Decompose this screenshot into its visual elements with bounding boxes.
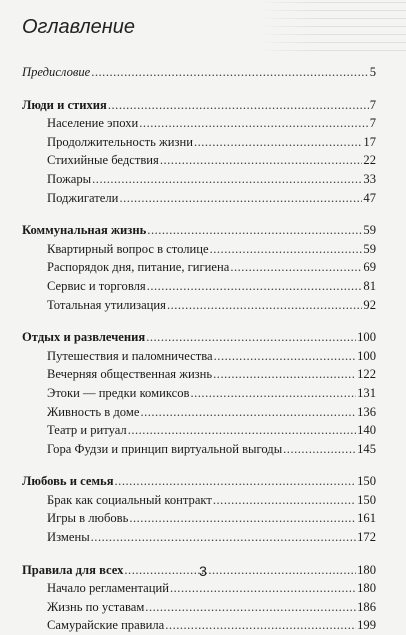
dot-leader <box>190 384 356 403</box>
toc-entry-label: Игры в любовь <box>47 511 129 526</box>
toc-page-number: 5 <box>369 65 376 79</box>
toc-page-number: 7 <box>369 116 376 131</box>
toc-entry-label: Начало регламентаций <box>47 581 169 596</box>
toc-page-number: 7 <box>369 97 376 112</box>
dot-leader <box>128 421 356 440</box>
toc-entry <box>22 491 376 510</box>
section-spacer <box>22 314 376 328</box>
dot-leader <box>146 328 356 347</box>
toc-page-number: 17 <box>363 134 376 149</box>
dot-leader <box>230 258 362 277</box>
dot-leader <box>210 240 363 259</box>
dot-leader <box>145 598 356 617</box>
toc-entry-label: Сервис и торговля <box>47 278 146 293</box>
toc-page-number: 92 <box>363 297 376 312</box>
toc-entry <box>22 296 376 315</box>
toc-entry-label: Пожары <box>47 171 92 186</box>
dot-leader <box>165 616 356 635</box>
toc-entry <box>22 277 376 296</box>
toc-entry <box>22 365 376 384</box>
toc-entry-label: Стихийные бедствия <box>47 153 159 168</box>
dot-leader <box>214 347 356 366</box>
toc-page-number: 69 <box>363 260 376 275</box>
page-title: Оглавление <box>22 16 136 38</box>
toc-entry-label: Коммунальная жизнь <box>22 223 147 238</box>
dot-leader <box>213 365 356 384</box>
toc-page-number: 186 <box>357 599 376 614</box>
bleed-through-text <box>256 0 406 58</box>
toc-page-number: 150 <box>357 474 376 489</box>
toc-entry <box>22 240 376 259</box>
toc-entry <box>22 403 376 422</box>
toc-entry-label: Продолжительность жизни <box>47 134 193 149</box>
toc-section-heading <box>22 472 376 491</box>
toc-entry-label: Театр и ритуал <box>47 423 127 438</box>
toc-page-number: 22 <box>363 153 376 168</box>
toc-entry-preface <box>22 63 376 82</box>
dot-leader <box>91 528 356 547</box>
toc-entry <box>22 133 376 152</box>
toc-entry-label: Люди и стихия <box>22 97 107 112</box>
toc-entry <box>22 151 376 170</box>
dot-leader <box>167 296 362 315</box>
toc-entry-label: Отдых и развлечения <box>22 330 146 345</box>
toc-page-number: 81 <box>363 278 376 293</box>
toc-entry <box>22 579 376 598</box>
toc-entry-label: Путешествия и паломничества <box>47 348 213 363</box>
toc-page-number: 136 <box>357 404 376 419</box>
toc-entry <box>22 440 376 459</box>
toc-entry-label: Предисловие <box>22 65 91 79</box>
toc-page-number: 100 <box>357 330 376 345</box>
toc-entry <box>22 347 376 366</box>
toc-page-number: 131 <box>357 385 376 400</box>
dot-leader <box>91 63 368 82</box>
toc-entry-label: Гора Фудзи и принцип виртуальной выгоды <box>47 441 283 456</box>
toc-entry-label: Самурайские правила <box>47 618 165 633</box>
toc-page-number: 180 <box>357 562 376 577</box>
toc-entry <box>22 598 376 617</box>
toc-entry <box>22 421 376 440</box>
toc-page-number: 199 <box>357 618 376 633</box>
toc-entry <box>22 258 376 277</box>
toc-page-number: 180 <box>357 581 376 596</box>
toc-entry-label: Любовь и семья <box>22 474 114 489</box>
dot-leader <box>92 170 362 189</box>
dot-leader <box>283 440 356 459</box>
section-spacer <box>22 82 376 96</box>
toc-entry-label: Брак как социальный контракт <box>47 492 212 507</box>
toc-page-number: 172 <box>357 530 376 545</box>
section-spacer <box>22 207 376 221</box>
toc-page-number: 145 <box>357 441 376 456</box>
page-number: 3 <box>199 563 207 579</box>
toc-entry <box>22 616 376 635</box>
dot-leader <box>108 96 369 115</box>
toc-entry <box>22 528 376 547</box>
section-spacer <box>22 547 376 561</box>
toc-entry-label: Население эпохи <box>47 116 139 131</box>
toc-page-number: 47 <box>363 190 376 205</box>
toc-entry-label: Поджигатели <box>47 190 119 205</box>
toc-entry-label: Распорядок дня, питание, гигиена <box>47 260 230 275</box>
toc-entry-label: Тотальная утилизация <box>47 297 166 312</box>
toc-page-number: 122 <box>357 367 376 382</box>
dot-leader <box>119 189 362 208</box>
table-of-contents <box>22 63 376 635</box>
toc-page-number: 33 <box>363 171 376 186</box>
toc-entry <box>22 384 376 403</box>
toc-page-number: 161 <box>357 511 376 526</box>
section-spacer <box>22 458 376 472</box>
dot-leader <box>139 114 368 133</box>
dot-leader <box>147 277 363 296</box>
dot-leader <box>115 472 357 491</box>
toc-page-number: 150 <box>357 492 376 507</box>
dot-leader <box>170 579 356 598</box>
toc-entry <box>22 114 376 133</box>
toc-page-number: 100 <box>357 348 376 363</box>
toc-entry-label: Вечерняя общественная жизнь <box>47 367 213 382</box>
toc-entry-label: Этоки — предки комиксов <box>47 385 190 400</box>
toc-entry-label: Живность в доме <box>47 404 140 419</box>
toc-entry <box>22 509 376 528</box>
dot-leader <box>140 403 356 422</box>
toc-entry <box>22 170 376 189</box>
dot-leader <box>129 509 356 528</box>
dot-leader <box>147 221 362 240</box>
dot-leader <box>194 133 362 152</box>
toc-entry-label: Жизнь по уставам <box>47 599 145 614</box>
toc-page-number: 59 <box>363 241 376 256</box>
toc-entry-label: Правила для всех <box>22 562 124 577</box>
toc-page-number: 59 <box>363 223 376 238</box>
toc-section-heading <box>22 96 376 115</box>
dot-leader <box>213 491 356 510</box>
toc-entry <box>22 189 376 208</box>
toc-section-heading <box>22 328 376 347</box>
toc-section-heading <box>22 221 376 240</box>
toc-entry-label: Квартирный вопрос в столице <box>47 241 209 256</box>
toc-page-number: 140 <box>357 423 376 438</box>
toc-entry-label: Измены <box>47 530 90 545</box>
dot-leader <box>160 151 363 170</box>
